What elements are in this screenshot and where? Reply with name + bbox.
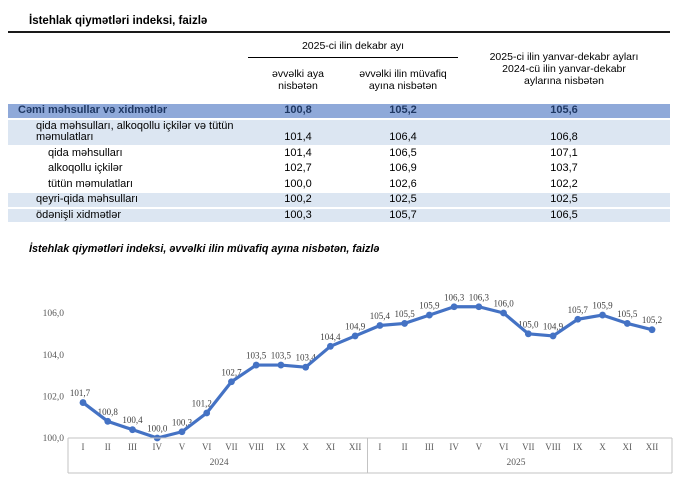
x-axis-month-label: V [178,442,186,452]
row-label: qida məhsulları, alkoqollu içkilər və tütün məmulatları [8,119,248,146]
header-empty-cell [8,58,248,104]
data-point [574,316,581,323]
row-value: 100,2 [248,192,348,208]
data-point [352,333,359,340]
x-axis-month-label: VIII [545,442,561,452]
table-row [8,146,670,162]
row-value: 106,5 [458,208,670,223]
data-point-label: 100,8 [97,406,118,417]
row-value: 107,1 [550,146,578,159]
x-axis-month-label: IV [449,442,459,452]
table-row [8,161,670,177]
data-point-label: 105,7 [567,304,588,315]
row-value: 106,5 [389,146,417,159]
data-point [228,378,235,385]
row-label: qida məhsulları [48,146,123,159]
data-point [376,322,383,329]
data-point [599,312,606,319]
data-point-label: 106,3 [468,292,489,303]
cpi-line-chart [0,249,677,479]
data-point-label: 104,9 [542,321,564,332]
data-point [426,312,433,319]
x-axis-month-label: XI [622,442,633,452]
data-point [253,362,260,369]
x-axis-month-label: II [401,442,408,452]
x-axis-month-label: I [81,442,85,452]
x-axis-year-label: 2024 [209,458,229,468]
data-point [624,320,631,327]
data-point [649,326,656,333]
data-point-label: 105,5 [617,308,638,319]
row-value: 106,8 [458,119,670,146]
data-point-label: 105,9 [419,300,440,311]
row-value: 103,7 [550,162,578,174]
table-row [8,103,670,119]
data-point [104,418,111,425]
x-axis-month-label: X [302,442,309,452]
data-point-label: 100,3 [171,417,193,428]
column-header-yearly [458,36,670,103]
data-point-label: 106,3 [443,292,465,303]
y-axis-tick-label: 102,0 [42,392,64,403]
table-header-group-row [8,36,670,58]
row-label: tütün məmulatları [48,177,133,190]
data-point [550,333,557,340]
header-empty-cell [8,36,248,58]
row-value: 102,5 [458,192,670,208]
row-value: 106,9 [389,162,417,174]
table-row [8,119,670,146]
data-point [302,364,309,371]
x-axis-month-label: I [378,442,382,452]
y-axis-tick-label: 100,0 [42,434,64,445]
x-axis-month-label: XII [645,442,659,452]
y-axis-tick-label: 104,0 [42,350,64,361]
data-point-label: 100,4 [122,415,143,426]
data-point-label: 103,5 [246,350,267,361]
table-row [8,177,670,193]
row-value: 101,4 [248,119,348,146]
y-axis-tick-label: 106,0 [42,309,64,320]
x-axis-month-label: IV [152,442,162,452]
row-value: 102,2 [550,177,578,190]
row-value: 100,3 [248,208,348,223]
x-axis-month-label: VIII [248,442,264,452]
row-value: 101,4 [284,146,312,159]
row-label: ödənişli xidmətlər [8,208,248,223]
row-value: 106,4 [348,119,458,146]
row-value: 102,7 [284,162,312,174]
row-label: Cəmi məhsullar və xidmətlər [8,103,248,119]
x-axis-month-label: II [104,442,111,452]
row-label: qeyri-qida məhsulları [8,192,248,208]
x-axis-year-label: 2025 [506,458,526,468]
data-point [327,343,334,350]
table-row [8,192,670,208]
x-axis-month-label: IX [276,442,286,452]
data-point-label: 101,2 [191,398,212,409]
row-label: alkoqollu içkilər [48,162,123,174]
data-point-label: 105,9 [592,300,613,311]
data-point [129,426,136,433]
row-value: 100,8 [248,103,348,119]
data-point-label: 106,0 [493,298,514,309]
x-axis-month-label: IX [573,442,583,452]
data-point-label: 101,7 [69,388,91,399]
data-point-label: 103,5 [270,350,292,361]
table-row [8,208,670,223]
x-axis-month-label: VI [498,442,509,452]
x-axis-month-label: VII [225,442,238,452]
x-axis-month-label: VII [522,442,535,452]
x-axis-month-label: V [475,442,483,452]
row-value: 105,6 [458,103,670,119]
row-value: 102,6 [389,177,417,190]
data-point-label: 104,4 [320,331,341,342]
data-point [179,428,186,435]
table-title: İstehlak qiymətləri indeksi, faizlə [8,15,670,33]
column-header-prev-year-month: əvvəlki ilin müvafiq ayına nisbətən [359,68,447,92]
column-header-yearly-line2: 2024-cü ilin yanvar-dekabr aylarına nisbətən [502,63,626,87]
data-point [475,303,482,310]
chart-title: İstehlak qiymətləri indeksi, əvvəlki ilin müvafiq ayına nisbətən, faizlə [29,243,380,255]
row-value: 102,5 [348,192,458,208]
data-point-label: 100,0 [147,423,168,434]
data-point-label: 102,7 [221,367,242,378]
data-point [500,310,507,317]
column-header-prev-month: əvvəlki aya nisbətən [272,68,324,92]
data-point [401,320,408,327]
data-point-label: 105,2 [641,315,663,326]
x-axis-month-label: XI [325,442,336,452]
x-axis-month-label: X [599,442,606,452]
row-value: 105,2 [348,103,458,119]
column-group-header: 2025-ci ilin dekabr ayı [248,36,458,58]
x-axis-month-label: III [424,442,434,452]
data-point [525,330,532,337]
data-point-label: 105,0 [518,319,539,330]
data-point [278,362,285,369]
data-point [80,399,87,406]
cpi-table [8,36,670,222]
row-value: 100,0 [284,177,312,190]
data-point-label: 104,9 [345,321,366,332]
x-axis-month-label: III [127,442,137,452]
column-header-yearly-line1: 2025-ci ilin yanvar-dekabr ayları [489,51,639,63]
data-point [203,410,210,417]
data-point-label: 105,4 [369,311,391,322]
data-point-label: 103,4 [295,352,316,363]
x-axis-month-label: XII [348,442,362,452]
row-value: 105,7 [348,208,458,223]
x-axis-month-label: VI [201,442,212,452]
data-point [451,303,458,310]
data-point-label: 105,5 [394,308,415,319]
